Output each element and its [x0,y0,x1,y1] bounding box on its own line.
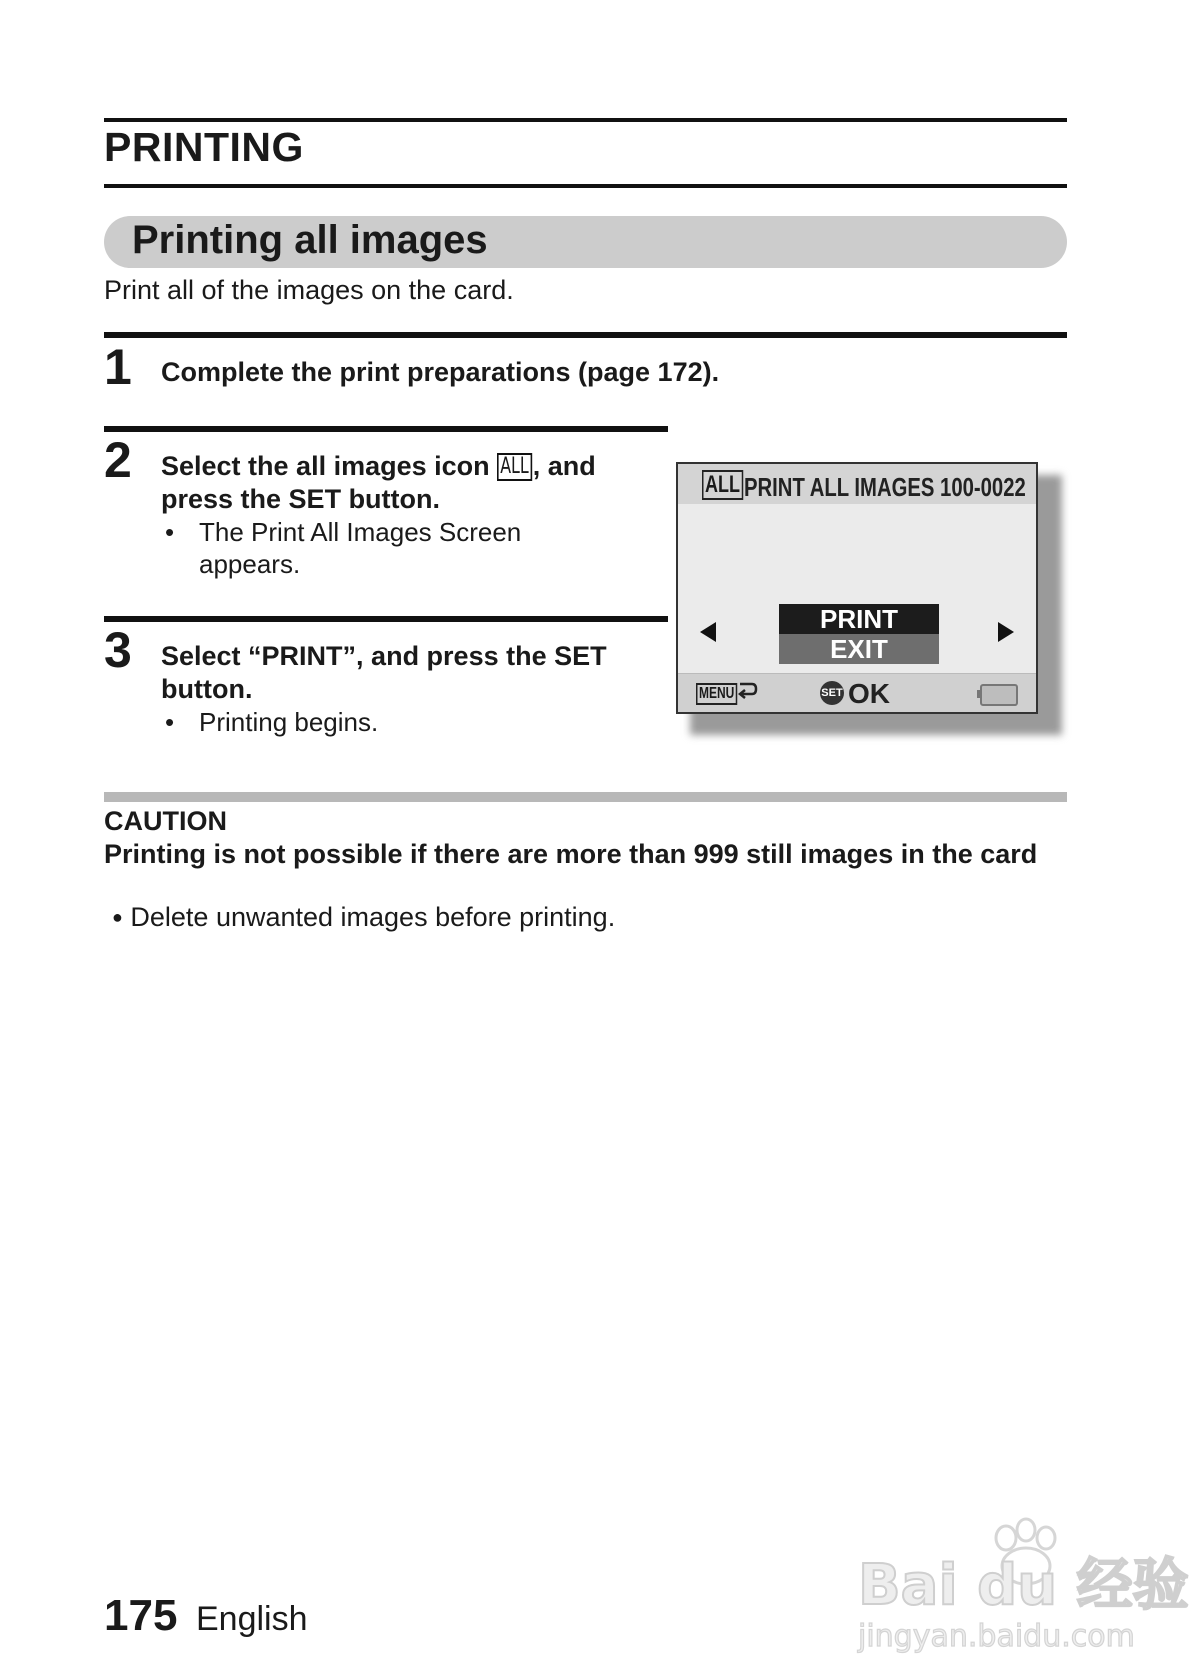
step-2-line-1 [161,450,661,483]
step-1-rule [104,332,1067,338]
caution-divider [104,792,1067,802]
step-3-rule [104,616,668,622]
step-2-text-after-icon: , and [532,451,596,481]
caution-text: Printing is not possible if there are more than 999 still images in the card [104,839,1038,869]
screen-footer [678,673,1036,712]
topic-intro: Print all of the images on the card. [104,275,514,305]
page-language: English [196,1600,308,1638]
caution-label: CAUTION [104,806,227,836]
caution-item [112,902,615,933]
menu-icon: MENU [696,683,737,705]
caution-bullet: ● [112,907,123,927]
step-3-line-1: Select “PRINT”, and press the SET [161,641,607,671]
page-number: 175 [104,1591,178,1640]
step-3-text [161,640,661,706]
section-title: PRINTING [104,124,304,170]
top-rule [104,118,1067,122]
step-2-bullet: • [165,517,175,547]
screen-all-icon: ALL [702,470,743,500]
battery-icon [980,684,1018,706]
step-2-rule [104,426,668,432]
watermark-brand: Bai du 经验 [858,1553,1189,1618]
step-2-note-line-1: The Print All Images Screen [199,517,522,547]
step-2-line-2: press the SET button. [161,484,441,514]
all-images-icon: ALL [497,453,532,481]
right-arrow-icon [998,622,1014,642]
caution-item-text: Delete unwanted images before printing. [130,902,616,932]
step-2-text [161,450,661,516]
topic-title: Printing all images [132,218,488,262]
step-1-number: 1 [104,339,132,395]
step-2-note-line-2: appears. [199,549,301,579]
camera-screen [676,462,1038,714]
step-1-text: Complete the print preparations (page 172). [161,357,720,387]
step-2-text-start: Select the all images icon [161,451,490,481]
screen-title: PRINT ALL IMAGES 100-0022 [744,472,1026,502]
step-3-bullet: • [165,707,175,737]
step-3-note-text: Printing begins. [199,707,379,737]
title-rule [104,184,1067,188]
step-2-note [165,516,521,580]
baidu-watermark-logo [856,1518,1189,1658]
step-3-line-2: button. [161,674,253,704]
watermark-url: jingyan.baidu.com [858,1619,1135,1654]
set-button-icon: SET [820,681,844,705]
step-3-note [165,706,378,738]
print-option[interactable]: PRINT [779,604,939,634]
left-arrow-icon [700,622,716,642]
step-2-number: 2 [104,432,132,488]
ok-label: OK [848,678,890,709]
return-icon [736,680,758,704]
exit-option[interactable]: EXIT [779,634,939,664]
step-3-number: 3 [104,622,132,678]
